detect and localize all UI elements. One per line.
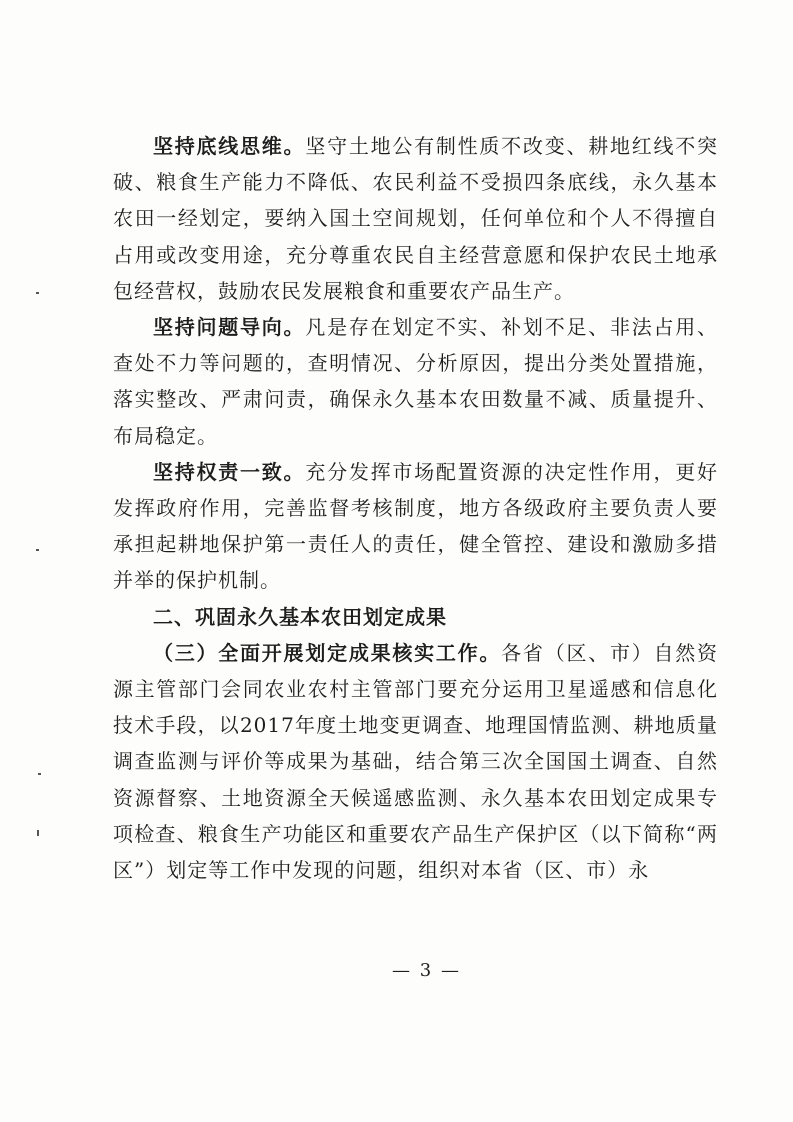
scan-speck bbox=[38, 773, 41, 775]
subsection-body: 各省（区、市）自然资源主管部门会同农业农村主管部门要充分运用卫星遥感和信息化技术手段，以2017年度土地变更调查、地理国情监测、耕地质量调查监测与评价等成果为基础，结合第三次全国国土调查、自然资源督察、土地资源全天候遥感监测、永久基本农田划定成果专项检查、粮食生产功能区和重要农产品生产保护区（以下简称“两区”）划定等工作中发现的问题，组织对本省（区、市）永 bbox=[113, 640, 719, 883]
paragraph-body: 充分发挥市场配置资源的决定性作用，更好发挥政府作用，完善监督考核制度，地方各级政府主要负责人要承担起耕地保护第一责任人的责任，健全管控、建设和激励多措并举的保护机制。 bbox=[113, 459, 719, 593]
paragraph-lead: 坚持权责一致。 bbox=[153, 459, 306, 484]
scan-speck bbox=[37, 830, 39, 836]
page-number: — 3 — bbox=[392, 960, 461, 981]
paragraph-lead: 坚持问题导向。 bbox=[153, 315, 306, 340]
scan-speck bbox=[36, 292, 39, 294]
paragraph-bottom-line-thinking bbox=[113, 128, 718, 309]
subsection-lead: （三）全面开展划定成果核实工作。 bbox=[153, 640, 502, 665]
paragraph-body: 凡是存在划定不实、补划不足、非法占用、查处不力等问题的，查明情况、分析原因，提出分类处置措施，落实整改、严肃问责，确保永久基本农田数量不减、质量提升、布局稳定。 bbox=[113, 315, 719, 448]
section-heading: 二、巩固永久基本农田划定成果 bbox=[153, 604, 447, 629]
scan-speck bbox=[36, 549, 39, 551]
paragraph-rights-responsibilities bbox=[113, 454, 718, 599]
paragraph-lead: 坚持底线思维。 bbox=[153, 134, 306, 158]
paragraph-verification-work bbox=[113, 635, 718, 888]
document-body bbox=[113, 128, 718, 888]
paragraph-problem-oriented bbox=[113, 309, 718, 454]
paragraph-body: 坚守土地公有制性质不改变、耕地红线不突破、粮食生产能力不降低、农民利益不受损四条底线，永久基本农田一经划定，要纳入国土空间规划，任何单位和个人不得擅自占用或改变用途，充分尊重农民自主经营意愿和保护农民土地承包经营权，鼓励农民发展粮食和重要农产品生产。 bbox=[113, 134, 719, 303]
